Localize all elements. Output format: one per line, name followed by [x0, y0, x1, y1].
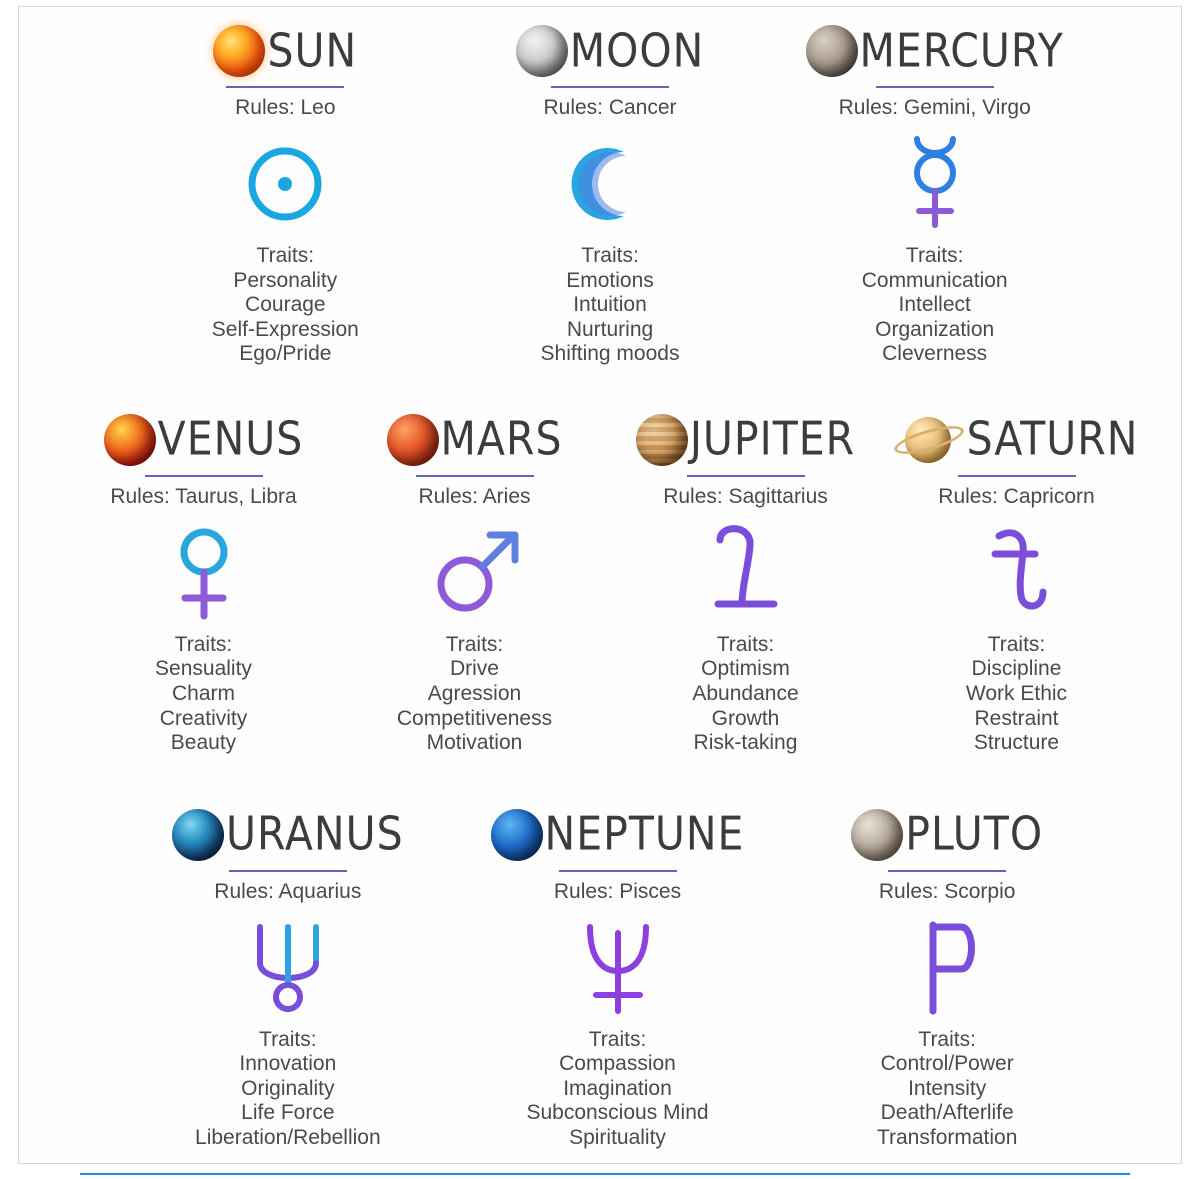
traits-list — [966, 633, 1067, 756]
traits-label: Traits: — [174, 632, 233, 656]
neptune-planet-icon — [491, 809, 543, 861]
card-header — [104, 409, 304, 471]
neptune-astrology-glyph — [568, 908, 668, 1028]
trait-item: Discipline — [971, 657, 1062, 681]
divider — [416, 475, 534, 477]
traits-list — [195, 1028, 381, 1151]
planet-card-saturn — [881, 409, 1152, 756]
trait-item: Intuition — [573, 293, 647, 317]
card-header — [491, 804, 745, 866]
planet-name: JUPITER — [689, 412, 856, 467]
divider — [687, 475, 805, 477]
trait-item: Charm — [171, 681, 235, 705]
traits-label: Traits: — [445, 632, 504, 656]
traits-list — [541, 244, 680, 367]
card-header — [516, 20, 705, 82]
trait-item: Death/Afterlife — [880, 1101, 1014, 1125]
card-header — [636, 409, 855, 471]
trait-item: Innovation — [239, 1052, 337, 1076]
divider — [226, 86, 344, 88]
divider — [229, 870, 347, 872]
trait-item: Compassion — [559, 1052, 676, 1076]
trait-item: Beauty — [170, 731, 237, 755]
rules-text: Rules: Aquarius — [214, 879, 362, 903]
planet-card-sun — [123, 20, 448, 367]
trait-item: Self-Expression — [211, 317, 359, 341]
trait-item: Growth — [711, 706, 780, 730]
chart-row-3 — [28, 804, 1172, 1151]
trait-item: Courage — [245, 293, 326, 317]
moon-planet-icon — [516, 25, 568, 77]
trait-item: Shifting moods — [540, 342, 680, 366]
card-header — [172, 804, 404, 866]
jupiter-planet-icon — [636, 414, 688, 466]
trait-item: Originality — [241, 1076, 335, 1100]
trait-item: Creativity — [159, 706, 248, 730]
trait-item: Imagination — [563, 1076, 672, 1100]
trait-item: Drive — [449, 657, 499, 681]
planet-name: MERCURY — [859, 23, 1064, 78]
traits-list — [692, 633, 798, 756]
moon-crescent-glyph — [562, 124, 658, 244]
rules-text: Rules: Sagittarius — [663, 484, 828, 508]
trait-item: Work Ethic — [965, 681, 1068, 705]
trait-item: Organization — [875, 317, 995, 341]
trait-item: Motivation — [426, 731, 523, 755]
rules-text: Rules: Gemini, Virgo — [838, 96, 1031, 119]
trait-item: Competitiveness — [396, 706, 553, 730]
traits-list — [862, 244, 1008, 367]
planet-card-mars — [339, 409, 610, 756]
uranus-planet-icon — [172, 809, 224, 861]
divider — [559, 870, 677, 872]
planet-card-moon — [448, 20, 773, 367]
saturn-astrology-glyph — [969, 513, 1065, 633]
chart-row-1 — [28, 20, 1172, 367]
bottom-accent-line — [80, 1173, 1130, 1175]
trait-item: Life Force — [241, 1101, 335, 1125]
trait-item: Cleverness — [882, 342, 988, 366]
pluto-astrology-glyph — [899, 908, 995, 1028]
mars-planet-icon — [387, 414, 439, 466]
traits-label: Traits: — [716, 632, 775, 656]
planet-card-uranus — [123, 804, 453, 1151]
planet-name: MOON — [569, 23, 705, 78]
chart-row-2 — [28, 409, 1172, 756]
trait-item: Subconscious Mind — [526, 1101, 709, 1125]
planet-name: SATURN — [966, 412, 1139, 467]
trait-item: Liberation/Rebellion — [195, 1125, 381, 1149]
pluto-planet-icon — [851, 809, 903, 861]
traits-list — [212, 244, 359, 367]
card-header — [806, 20, 1064, 82]
traits-label: Traits: — [987, 632, 1046, 656]
jupiter-astrology-glyph — [696, 513, 796, 633]
mars-astrology-glyph — [420, 513, 530, 633]
cards-container — [18, 6, 1182, 1164]
traits-label: Traits: — [581, 244, 639, 267]
planet-name: VENUS — [157, 412, 304, 467]
card-header — [895, 409, 1139, 471]
rules-text: Rules: Cancer — [543, 96, 677, 119]
sun-astrology-glyph — [237, 124, 333, 244]
rules-text: Rules: Pisces — [553, 879, 682, 903]
trait-item: Ego/Pride — [239, 342, 332, 366]
traits-label: Traits: — [256, 244, 315, 267]
divider — [888, 870, 1006, 872]
trait-item: Restraint — [974, 706, 1059, 730]
traits-list — [397, 633, 552, 756]
mercury-planet-icon — [806, 25, 858, 77]
planet-card-jupiter — [610, 409, 881, 756]
saturn-planet-icon — [895, 414, 963, 466]
planet-name: NEPTUNE — [544, 807, 745, 861]
trait-item: Personality — [233, 268, 338, 292]
traits-label: Traits: — [918, 1027, 976, 1051]
divider — [145, 475, 263, 477]
venus-astrology-glyph — [156, 513, 252, 633]
trait-item: Intensity — [908, 1076, 987, 1100]
trait-item: Abundance — [692, 681, 799, 705]
traits-list — [526, 1028, 708, 1151]
trait-item: Intellect — [898, 293, 971, 317]
venus-planet-icon — [104, 414, 156, 466]
rules-text: Rules: Taurus, Libra — [110, 484, 297, 508]
rules-text: Rules: Leo — [235, 96, 336, 119]
trait-item: Transformation — [876, 1125, 1018, 1149]
card-header — [213, 20, 357, 82]
planet-name: URANUS — [226, 807, 404, 861]
traits-list — [877, 1028, 1017, 1151]
mercury-astrology-glyph — [887, 124, 983, 244]
traits-list — [155, 633, 252, 756]
trait-item: Communication — [861, 268, 1008, 292]
rules-text: Rules: Scorpio — [878, 879, 1016, 903]
card-header — [851, 804, 1043, 866]
trait-item: Control/Power — [880, 1052, 1014, 1076]
sun-planet-icon — [213, 25, 265, 77]
trait-item: Structure — [973, 731, 1060, 755]
trait-item: Sensuality — [155, 657, 252, 681]
divider — [551, 86, 669, 88]
uranus-astrology-glyph — [238, 908, 338, 1028]
planet-name: PLUTO — [905, 807, 1044, 861]
planet-card-neptune — [453, 804, 783, 1151]
trait-item: Spirituality — [569, 1125, 666, 1149]
traits-label: Traits: — [588, 1027, 647, 1051]
rules-text: Rules: Capricorn — [938, 484, 1095, 508]
trait-item: Risk-taking — [693, 731, 798, 755]
trait-item: Agression — [427, 681, 522, 705]
trait-item: Nurturing — [566, 317, 654, 341]
card-header — [387, 409, 563, 471]
planet-card-pluto — [782, 804, 1112, 1151]
trait-item: Emotions — [566, 268, 654, 292]
planet-card-mercury — [772, 20, 1097, 367]
planet-name: SUN — [267, 23, 358, 78]
traits-label: Traits: — [905, 244, 964, 267]
rules-text: Rules: Aries — [418, 484, 531, 508]
planet-name: MARS — [440, 412, 563, 467]
divider — [876, 86, 994, 88]
divider — [958, 475, 1076, 477]
planet-card-venus — [68, 409, 339, 756]
trait-item: Optimism — [701, 657, 790, 681]
traits-label: Traits: — [259, 1027, 317, 1051]
